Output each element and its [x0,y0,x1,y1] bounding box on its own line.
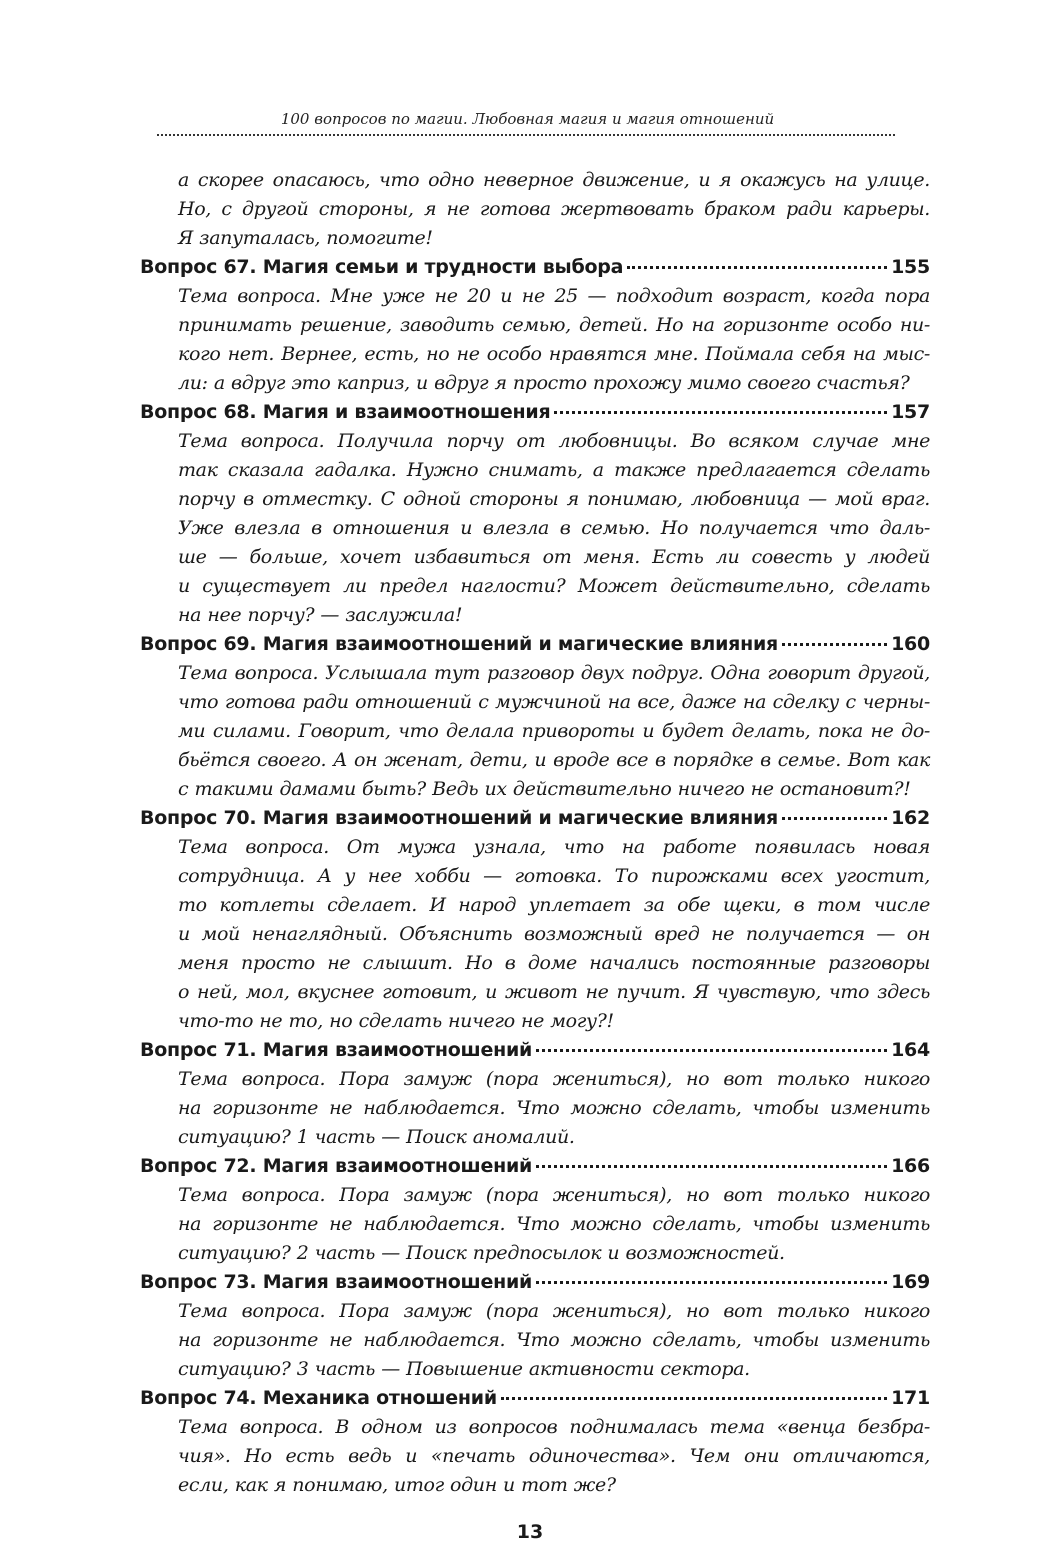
description-line: чия». Но есть ведь и «печать одиночества». Чем они отличаются, [178,1445,930,1467]
toc-entry-heading[interactable] [140,1268,930,1297]
description-line: меня просто не слышит. Но в доме начались постоянные разговоры [178,952,930,974]
toc-entry-page-number: 166 [891,1155,930,1177]
description-line: Тема вопроса. Услышала тут разговор двух подруг. Одна говорит другой, [178,662,930,684]
description-line: а скорее опасаюсь, что одно неверное движение, и я окажусь на улице. [178,169,930,191]
toc-entry-title: Вопрос 67. Магия семьи и трудности выбора [140,256,624,278]
toc-entry-title: Вопрос 72. Магия взаимоотношений [140,1155,533,1177]
page-number: 13 [516,1521,544,1543]
table-of-contents [140,166,930,1500]
description-line: ситуацию? 3 часть — Повышение активности сектора. [178,1358,750,1380]
dot-leader [536,1165,887,1168]
toc-entry [140,1036,930,1152]
description-line: ли: а вдруг это каприз, и вдруг я просто прохожу мимо своего счастья? [178,372,910,394]
toc-entry [140,253,930,398]
toc-entry-description [178,427,930,630]
description-line: ситуацию? 1 часть — Поиск аномалий. [178,1126,575,1148]
toc-entry [140,1152,930,1268]
description-line: Тема вопроса. Мне уже не 20 и не 25 — подходит возраст, когда пора [178,285,930,307]
toc-entry-title: Вопрос 74. Механика отношений [140,1387,497,1409]
toc-entry-heading[interactable] [140,630,930,659]
dot-leader [627,266,887,269]
description-line: Тема вопроса. Пора замуж (пора жениться), но вот только никого [178,1068,930,1090]
dot-leader [536,1049,887,1052]
toc-entry-heading[interactable] [140,1384,930,1413]
description-line: то котлеты сделает. И народ уплетает за обе щеки, в том числе [178,894,930,916]
toc-entry-title: Вопрос 73. Магия взаимоотношений [140,1271,533,1293]
toc-entry [140,398,930,630]
toc-entry [140,1268,930,1384]
description-line: Но, с другой стороны, я не готова жертвовать браком ради карьеры. [178,198,930,220]
dot-leader [782,643,887,646]
description-line: что готова ради отношений с мужчиной на все, даже на сделку с черны- [178,691,930,713]
description-line: так сказала гадалка. Нужно снимать, а также предлагается сделать [178,459,930,481]
dot-leader [501,1397,887,1400]
toc-entry-description [178,1181,930,1268]
running-header: 100 вопросов по магии. Любовная магия и магия отношений [280,110,775,128]
toc-entry-description [178,282,930,398]
description-line: о ней, мол, вкуснее готовит, и живот не пучит. Я чувствую, что здесь [178,981,930,1003]
description-line: бьётся своего. А он женат, дети, и вроде все в порядке в семье. Вот как [178,749,930,771]
toc-entry-title: Вопрос 71. Магия взаимоотношений [140,1039,533,1061]
description-line: принимать решение, заводить семью, детей. Но на горизонте особо ни- [178,314,930,336]
toc-entry-heading[interactable] [140,804,930,833]
toc-entry-description [178,1413,930,1500]
description-line: кого нет. Вернее, есть, но не особо нравятся мне. Поймала себя на мыс- [178,343,930,365]
description-line: Тема вопроса. В одном из вопросов поднималась тема «венца безбра- [178,1416,930,1438]
toc-entry-title: Вопрос 69. Магия взаимоотношений и магические влияния [140,633,778,655]
toc-entry-description [178,833,930,1036]
description-line: порчу в отместку. С одной стороны я понимаю, любовница — мой враг. [178,488,930,510]
description-line: на нее порчу? — заслужила! [178,604,463,626]
description-line: на горизонте не наблюдается. Что можно сделать, чтобы изменить [178,1329,930,1351]
toc-entry-title: Вопрос 70. Магия взаимоотношений и магические влияния [140,807,778,829]
description-line: если, как я понимаю, итог один и тот же? [178,1474,616,1496]
description-line: и мой ненаглядный. Объяснить возможный вред не получается — он [178,923,930,945]
description-line: и существует ли предел наглости? Может действительно, сделать [178,575,930,597]
toc-entry-heading[interactable] [140,398,930,427]
toc-entry-title: Вопрос 68. Магия и взаимоотношения [140,401,551,423]
dot-leader [782,817,887,820]
toc-entry-page-number: 162 [891,807,930,829]
header-dotted-rule [157,134,895,136]
description-line: Тема вопроса. От мужа узнала, что на работе появилась новая [178,836,930,858]
toc-entry-heading[interactable] [140,1152,930,1181]
toc-entry-page-number: 169 [891,1271,930,1293]
toc-entry-heading[interactable] [140,253,930,282]
description-line: ситуацию? 2 часть — Поиск предпосылок и возможностей. [178,1242,785,1264]
toc-entry-page-number: 155 [891,256,930,278]
toc-entry-page-number: 164 [891,1039,930,1061]
toc-entry-page-number: 157 [891,401,930,423]
dot-leader [554,411,887,414]
toc-entry-description [178,1065,930,1152]
toc-entry-description [178,1297,930,1384]
toc-entry-description [178,659,930,804]
description-line: Тема вопроса. Пора замуж (пора жениться), но вот только никого [178,1300,930,1322]
toc-entry-heading[interactable] [140,1036,930,1065]
description-line: сотрудница. А у нее хобби — готовка. То пирожками всех угостит, [178,865,930,887]
description-line: что-то не то, но сделать ничего не могу?! [178,1010,614,1032]
description-line: с такими дамами быть? Ведь их действительно ничего не остановит?! [178,778,911,800]
description-line: на горизонте не наблюдается. Что можно сделать, чтобы изменить [178,1097,930,1119]
toc-entry [140,1384,930,1500]
toc-entry-page-number: 160 [891,633,930,655]
toc-entry-list [140,253,930,1500]
description-line: Уже влезла в отношения и влезла в семью. Но получается что даль- [178,517,930,539]
description-line: Я запуталась, помогите! [178,227,433,249]
toc-entry-page-number: 171 [891,1387,930,1409]
dot-leader [536,1281,887,1284]
description-line: ше — больше, хочет избавиться от меня. Есть ли совесть у людей [178,546,930,568]
toc-entry [140,630,930,804]
description-line: на горизонте не наблюдается. Что можно сделать, чтобы изменить [178,1213,930,1235]
description-line: ми силами. Говорит, что делала привороты и будет делать, пока не до- [178,720,930,742]
toc-entry [140,804,930,1036]
continued-description [178,166,930,253]
description-line: Тема вопроса. Получила порчу от любовницы. Во всяком случае мне [178,430,930,452]
description-line: Тема вопроса. Пора замуж (пора жениться), но вот только никого [178,1184,930,1206]
